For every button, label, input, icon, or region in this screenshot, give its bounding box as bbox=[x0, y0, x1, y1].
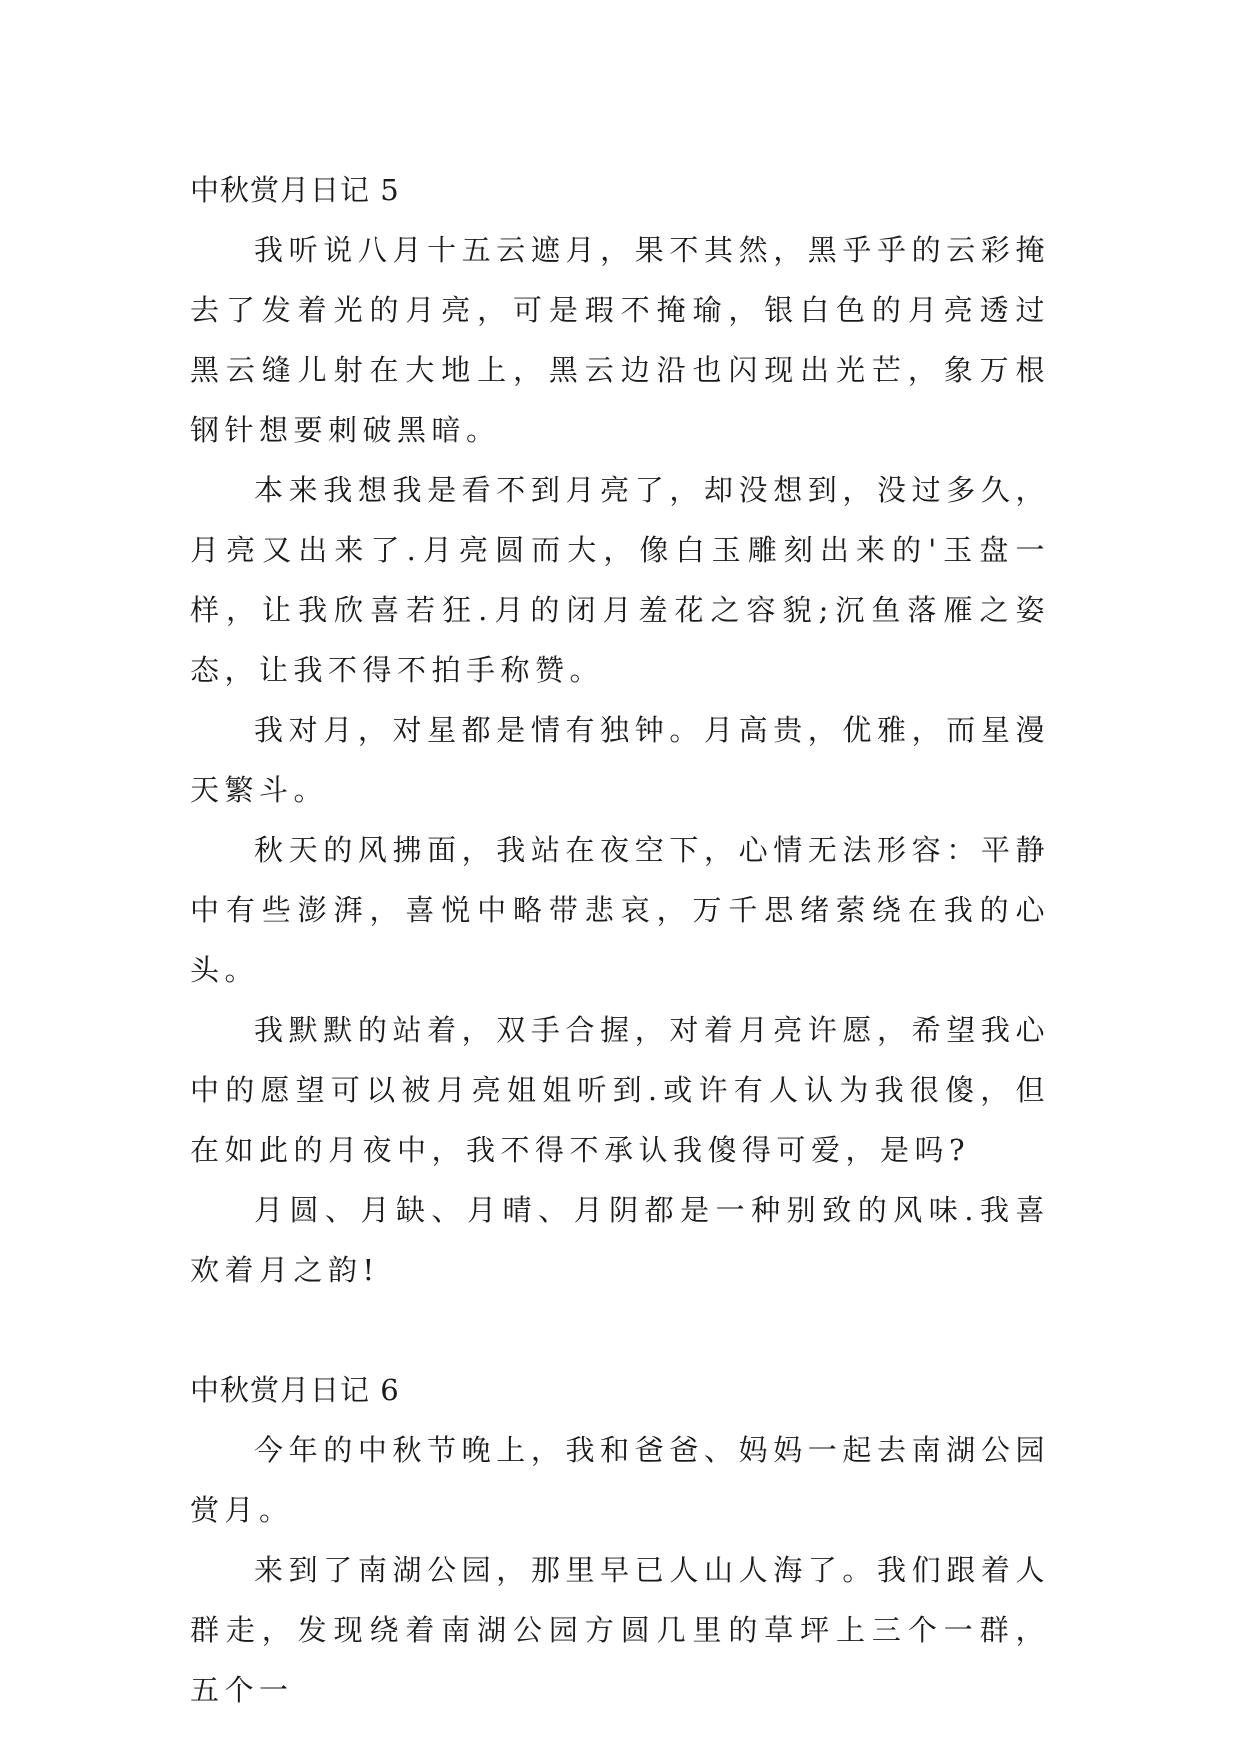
paragraph: 秋天的风拂面，我站在夜空下，心情无法形容：平静中有些澎湃，喜悦中略带悲哀，万千思绪萦绕在我的心头。 bbox=[190, 833, 1050, 987]
paragraph: 今年的中秋节晚上，我和爸爸、妈妈一起去南湖公园赏月。 bbox=[190, 1433, 1050, 1527]
document-body bbox=[190, 160, 1050, 1720]
paragraph: 来到了南湖公园，那里早已人山人海了。我们跟着人群走，发现绕着南湖公园方圆几里的草坪上三个一群，五个一 bbox=[190, 1553, 1050, 1707]
diary-entry-6 bbox=[190, 1360, 1050, 1720]
paragraph: 我听说八月十五云遮月，果不其然，黑乎乎的云彩掩去了发着光的月亮，可是瑕不掩瑜，银白色的月亮透过黑云缝儿射在大地上，黑云边沿也闪现出光芒，象万根钢针想要刺破黑暗。 bbox=[190, 233, 1050, 447]
diary-entry-5 bbox=[190, 160, 1050, 1300]
paragraph: 我对月，对星都是情有独钟。月高贵，优雅，而星漫天繁斗。 bbox=[190, 713, 1050, 807]
section-spacer bbox=[190, 1300, 1050, 1360]
paragraph: 月圆、月缺、月晴、月阴都是一种别致的风味.我喜欢着月之韵! bbox=[190, 1193, 1050, 1287]
paragraph: 我默默的站着，双手合握，对着月亮许愿，希望我心中的愿望可以被月亮姐姐听到.或许有人认为我很傻，但在如此的月夜中，我不得不承认我傻得可爱，是吗? bbox=[190, 1013, 1050, 1167]
paragraph: 本来我想我是看不到月亮了，却没想到，没过多久，月亮又出来了.月亮圆而大，像白玉雕刻出来的'玉盘一样，让我欣喜若狂.月的闭月羞花之容貌;沉鱼落雁之姿态，让我不得不拍手称赞。 bbox=[190, 473, 1050, 687]
entry-title: 中秋赏月日记 5 bbox=[190, 173, 400, 207]
entry-title: 中秋赏月日记 6 bbox=[190, 1373, 400, 1407]
